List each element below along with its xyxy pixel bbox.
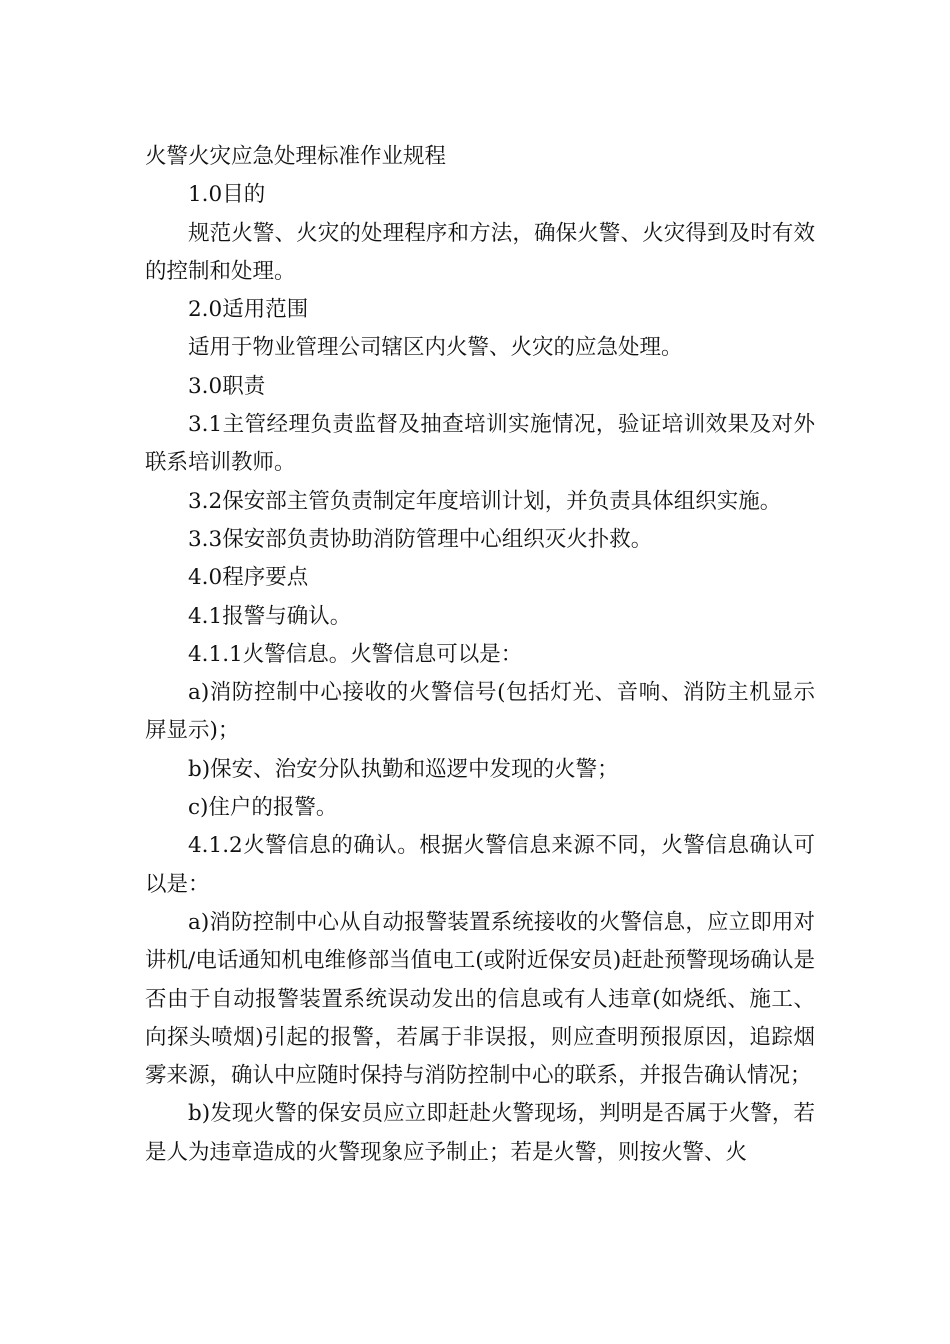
paragraph-responsibility-3-3: 3.3保安部负责协助消防管理中心组织灭火扑救。: [188, 526, 653, 552]
paragraph-section-4-heading: 4.0程序要点: [188, 565, 309, 591]
document-title: 火警火灾应急处理标准作业规程: [145, 144, 447, 169]
paragraph-section-3-heading: 3.0职责: [188, 373, 266, 399]
paragraph-4-1-1-b: b)保安、治安分队执勤和巡逻中发现的火警；: [188, 756, 619, 782]
paragraph-scope: 适用于物业管理公司辖区内火警、火灾的应急处理。: [188, 335, 683, 361]
paragraph-4-1-1: 4.1.1火警信息。火警信息可以是：: [188, 641, 523, 667]
paragraph-4-1-2: 4.1.2火警信息的确认。根据火警信息来源不同，火警信息确认可以是：: [145, 833, 815, 897]
paragraph-4-1-2-b: b)发现火警的保安员应立即赶赴火警现场，判明是否属于火警，若是人为违章造成的火警现象应予制止；若是火警，则按火警、火: [145, 1101, 815, 1165]
paragraph-4-1-2-a: a)消防控制中心从自动报警装置系统接收的火警信息，应立即用对讲机/电话通知机电维修部当值电工(或附近保安员)赶赴预警现场确认是否由于自动报警装置系统误动发出的信息或有人违章(如烧纸、施工、向探头喷烟)引起的报警，若属于非误报，则应查明预报原因，追踪烟雾来源，确认中应随时保持与消防控制中心的联系，并报告确认情况；: [145, 909, 815, 1089]
paragraph-responsibility-3-2: 3.2保安部主管负责制定年度培训计划，并负责具体组织实施。: [188, 488, 782, 514]
document-body: [145, 138, 815, 1172]
paragraph-section-1-heading: 1.0目的: [188, 182, 266, 208]
paragraph-purpose: 规范火警、火灾的处理程序和方法，确保火警、火灾得到及时有效的控制和处理。: [145, 220, 815, 284]
paragraph-4-1-1-a: a)消防控制中心接收的火警信号(包括灯光、音响、消防主机显示屏显示)；: [145, 680, 815, 744]
paragraph-section-2-heading: 2.0适用范围: [188, 297, 309, 323]
paragraph-4-1: 4.1报警与确认。: [188, 603, 352, 629]
paragraph-responsibility-3-1: 3.1主管经理负责监督及抽查培训实施情况，验证培训效果及对外联系培训教师。: [145, 412, 815, 476]
paragraph-4-1-1-c: c)住户的报警。: [188, 795, 338, 821]
